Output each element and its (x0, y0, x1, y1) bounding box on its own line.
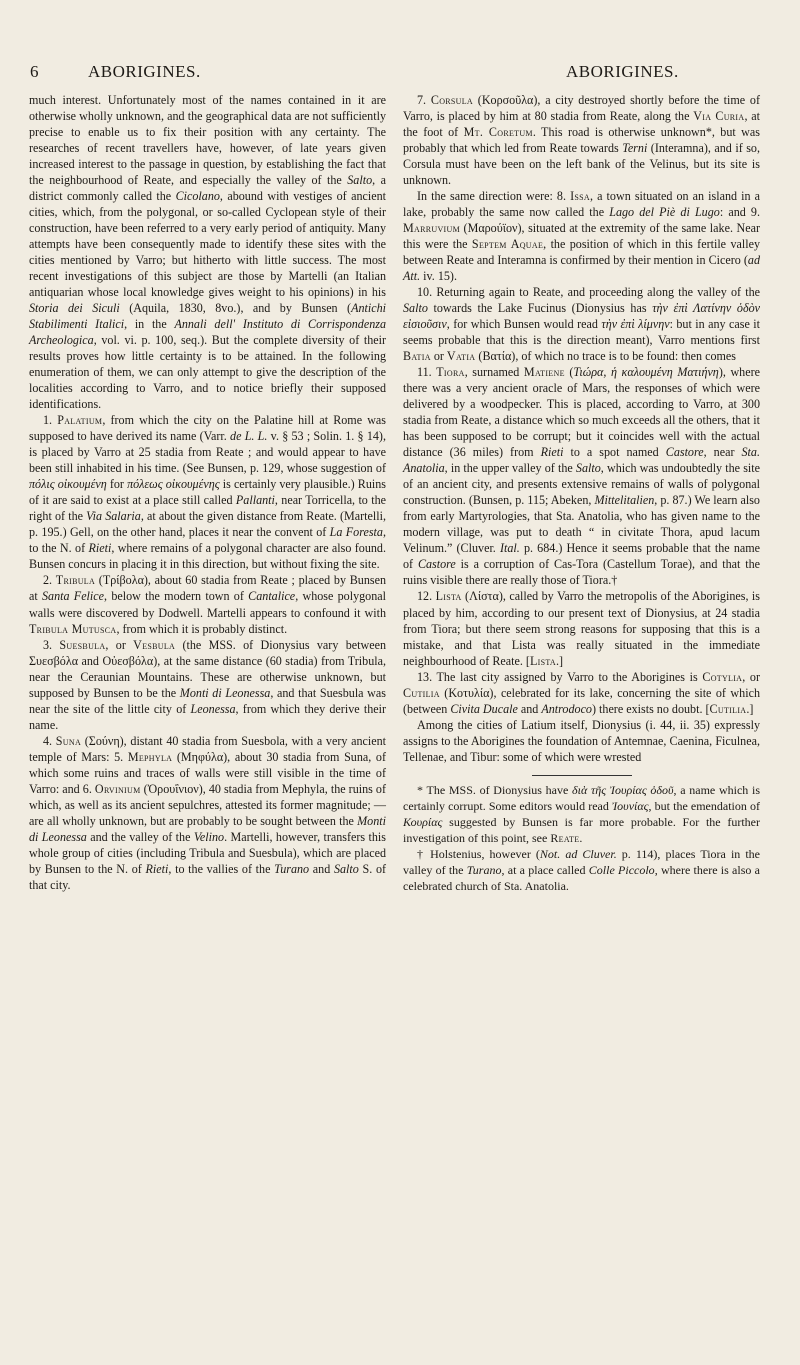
intro-paragraph: much interest. Unfortunately most of the names contained in it are otherwise wholly unknown, and the geographical data are not sufficiently precise to enable us to fix their position with any certainty. The researches of recent travellers have, however, of late years given increased interest to the passage in question, by establishing the fact that the neighbourhood of Reate, and especially the valley of the Salto, a district commonly called the Cicolano, abound with vestiges of ancient cities, which, from the polygonal, or so-called Cyclopean style of their construction, have been referred to a very early period of antiquity. Many attempts have been consequently made to identify these sites with the cities mentioned by Varro; but hitherto with little success. The most recent investigations of this subject are those by Martelli (an Italian antiquarian whose local knowledge gives weight to his opinions) in his Storia dei Siculi (Aquila, 1830, 8vo.), and by Bunsen (Antichi Stabilimenti Italici, in the Annali dell' Instituto di Corrispondenza Archeologica, vol. vi. p. 100, seq.). But the complete diversity of their results proves how little certainty is to be attained. In the following enumeration of them, we can only attempt to give the description of the localities according to Varro, and to notice briefly their supposed identifications. (29, 93, 387, 412)
left-running-title: ABORIGINES. (88, 62, 201, 81)
left-column (29, 92, 386, 893)
entry-lista: 12. Lista (Λίστα), called by Varro the metropolis of the Aborigines, is placed by him, according to our present text of Dionysius, at 24 stadia from Tiora; but there seem strong reasons for supposing that this is a mistake, and that Lista was really situated in the immediate neighbourhood of Reate. [Lista.] (403, 589, 760, 668)
entry-tribula: 2. Tribula (Τρίβολα), about 60 stadia from Reate ; placed by Bunsen at Santa Felice, below the modern town of Cantalice, whose polygonal walls were discovered by Dodwell. Martelli appears to confound it with Tribula Mutusca, from which it is probably distinct. (29, 573, 387, 636)
entry-suna: 4. Suna (Σούνη), distant 40 stadia from Suesbola, with a very ancient temple of Mars: 5. Mephyla (Μηφύλα), about 30 stadia from Suna, of which some ruins and traces of walls were still visible in the time of Varro: and 6. Orvinium (Ὀρουΐνιον), 40 stadia from Mephyla, the ruins of which, as well as its ancient sepulchres, attested its former magnitude; — are all wholly unknown, but are probably to be sought between the Monti di Leonessa and the valley of the Velino. Martelli, however, transfers this whole group of cities (including Tribula and Suesbula), which are placed by Bunsen to the N. of Rieti, to the vallies of the Turano and Salto S. of that city. (29, 733, 387, 892)
right-running-title: ABORIGINES. (566, 62, 679, 81)
page-number: 6 (30, 62, 39, 81)
running-header (30, 62, 775, 86)
entry-corsula: 7. Corsula (Κορσοῦλα), a city destroyed shortly before the time of Varro, is placed by him at 80 stadia from Reate, along the Via Curia, at the foot of Mt. Coretum. This road is otherwise unknown*, but was probably that which led from Reate towards Terni (Interamna), and if so, Corsula must have been on the left bank of the Velinus, but its site is unknown. (403, 93, 760, 188)
entry-palatium: 1. Palatium, from which the city on the Palatine hill at Rome was supposed to have derived its name (Varr. de L. L. v. § 53 ; Solin. 1. § 14), is placed by Varro at 25 stadia from Reate ; and would appear to have been still inhabited in his time. (See Bunsen, p. 129, whose suggestion of πόλις οἰκουμένη for πόλεως οἰκουμένης is certainly very plausible.) Ruins of it are said to exist at a place still called Pallanti, near Torricella, to the right of the Via Salaria, at about the given distance from Reate. (Martelli, p. 195.) Gell, on the other hand, places it near the convent of La Foresta, to the N. of Rieti, where remains of a polygonal character are also found. Bunsen concurs in placing it in this direction, but without fixing the site. (29, 413, 387, 572)
entry-batia: 10. Returning again to Reate, and proceeding along the valley of the Salto towards the Lake Fucinus (Dionysius has τὴν ἐπὶ Λατίνην ὁδὸν εἰσιοῦσιν, for which Bunsen would read τὴν ἐπὶ λίμνην: but in any case it seems probable that this is the direction meant), Varro mentions first Batia or Vatia (Βατία), of which no trace is to be found: then comes (403, 285, 760, 364)
entry-tiora: 11. Tiora, surnamed Matiene (Τιώρα, ἡ καλουμένη Ματιήνη), where there was a very ancient oracle of Mars, the responses of which were delivered by a woodpecker. This is placed, according to Varro, at 300 stadia from Reate, a distance which so much exceeds all the others, that it has been supposed to be corrupt; but it coincides well with the actual distance (36 miles) from Rieti to a spot named Castore, near Sta. Anatolia, in the upper valley of the Salto, which was undoubtedly the site of an ancient city, and presents extensive remains of walls of polygonal construction. (Bunsen, p. 115; Abeken, Mittelitalien, p. 87.) We learn also from early Martyrologies, that Sta. Anatolia, who has given name to the modern village, was put to death “ in civitate Thora, apud lacum Velinum.” (Cluver. Ital. p. 684.) Hence it seems probable that the name of Castore is a corruption of Cas-Tora (Castellum Torae), and that the ruins visible there are really those of Tiora.† (403, 365, 761, 588)
footnote-dagger: † Holstenius, however (Not. ad Cluver. p. 114), places Tiora in the valley of the Turano, at a place called Colle Piccolo, where there is also a celebrated church of Sta. Anatolia. (403, 846, 761, 893)
footnote-asterisk: * The MSS. of Dionysius have διὰ τῆς Ἰουρίας ὁδοῦ, a name which is certainly corrupt. Some editors would read Ἰουνίας, but the emendation of Κουρίας suggested by Bunsen is far more probable. For the further investigation of this point, see Reate. (403, 782, 760, 845)
latium-paragraph: Among the cities of Latium itself, Dionysius (i. 44, ii. 35) expressly assigns to the Aborigines the foundation of Antemnae, Caenina, Ficulnea, Tellenae, and Tibur: some of which were wrested (403, 717, 760, 764)
entry-suesbula: 3. Suesbula, or Vesbula (the MSS. of Dionysius vary between Συεσβόλα and Οὐεσβόλα), at the same distance (60 stadia) from Tribula, near the Ceraunian Mountains. These are otherwise unknown, but supposed by Bunsen to be the Monti di Leonessa, and that Suesbula was near the site of the little city of Leonessa, from which they derive their name. (29, 637, 387, 732)
entry-issa: In the same direction were: 8. Issa, a town situated on an island in a lake, probably the same now called the Lago del Piè di Lugo: and 9. Marruvium (Μαρούϊον), situated at the extremity of the same lake. Near this were the Septem Aquae, the position of which in this fertile valley between Reate and Interamna is confirmed by their mention in Cicero (ad Att. iv. 15). (403, 189, 760, 284)
right-column (403, 92, 760, 894)
footnotes (403, 782, 760, 894)
entry-cotylia: 13. The last city assigned by Varro to the Aborigines is Cotylia, or Cutilia (Κοτυλία), celebrated for its lake, concerning the site of which (between Civita Ducale and Antrodoco) there exists no doubt. [Cutilia.] (403, 669, 760, 716)
footnote-rule (532, 775, 632, 776)
